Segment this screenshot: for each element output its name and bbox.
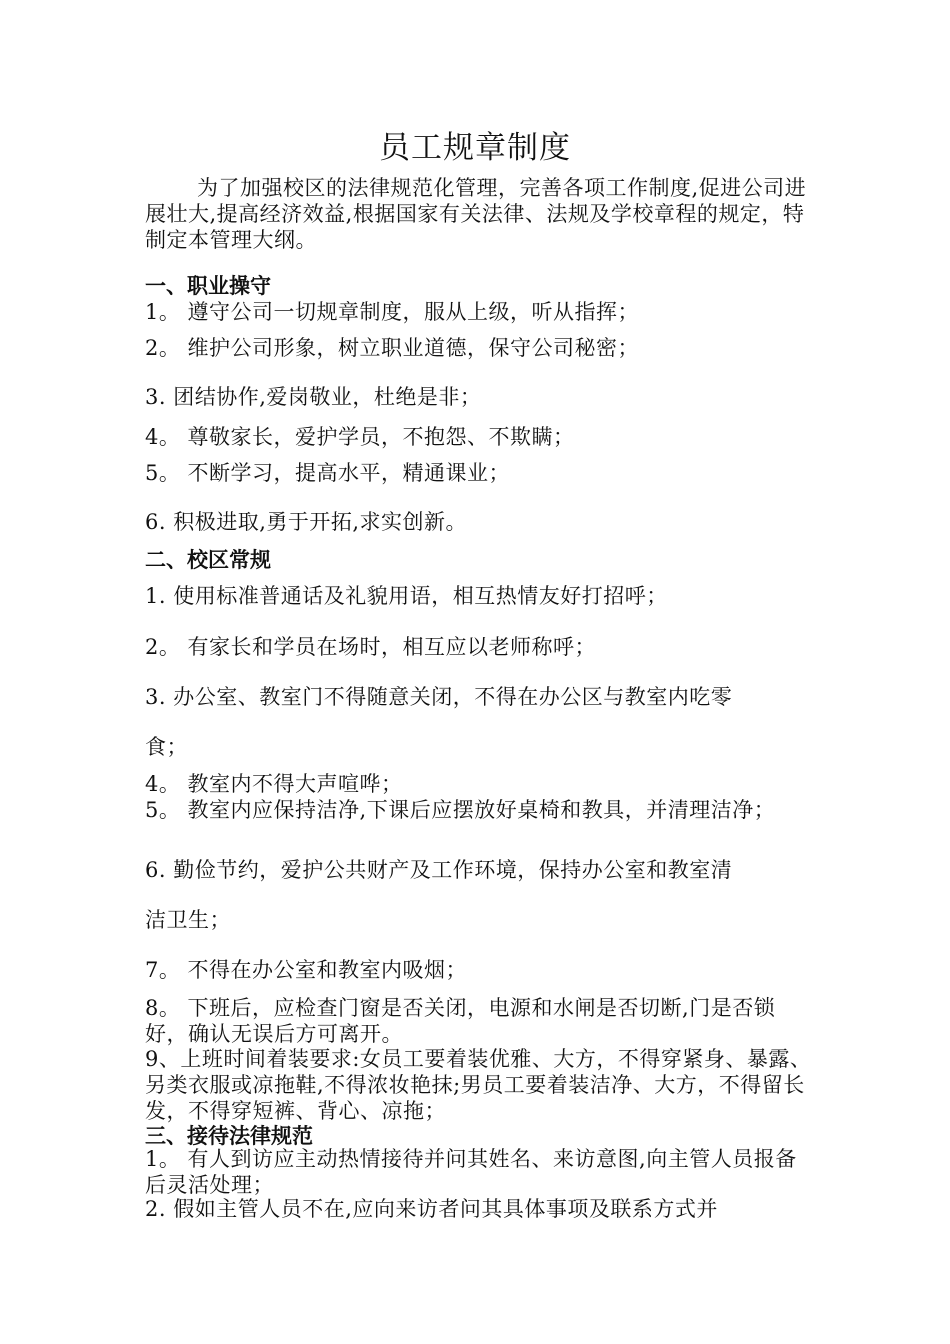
list-item: 5。 教室内应保持洁净,下课后应摆放好桌椅和教具，并清理洁净；: [145, 798, 776, 822]
list-item: 4。 教室内不得大声喧哗；: [145, 772, 403, 796]
list-item: 6. 积极进取,勇于开拓,求实创新。: [145, 510, 468, 534]
list-item: 1。 有人到访应主动热情接待并问其姓名、来访意图,向主管人员报备后灵活处理；: [145, 1147, 797, 1197]
list-item: 4。 尊敬家长，爱护学员，不抱怨、不欺瞒；: [145, 425, 575, 449]
list-item: 3. 团结协作,爱岗敬业，杜绝是非；: [145, 385, 482, 409]
section-heading-campus: 二、校区常规: [145, 548, 271, 572]
list-item: 1. 使用标准普通话及礼貌用语，相互热情友好打招呼；: [145, 584, 668, 608]
list-item: 6. 勤俭节约，爱护公共财产及工作环境，保持办公室和教室清: [145, 858, 733, 882]
list-item: 2。 有家长和学员在场时，相互应以老师称呼；: [145, 635, 597, 659]
section-heading-reception: 三、接待法律规范: [145, 1124, 313, 1148]
list-item: 2. 假如主管人员不在,应向来访者问其具体事项及联系方式并: [145, 1197, 718, 1221]
list-item: 9、上班时间着装要求:女员工要着装优雅、大方，不得穿紧身、暴露、另类衣服或凉拖鞋,不得浓妆艳抹;男员工要着装洁净、大方，不得留长发，不得穿短裤、背心、凉拖；: [145, 1047, 812, 1123]
intro-paragraph: 为了加强校区的法律规范化管理，完善各项工作制度,促进公司进展壮大,提高经济效益,根据国家有关法律、法规及学校章程的规定，特制定本管理大纲。: [145, 176, 807, 252]
section-heading-conduct: 一、职业操守: [145, 274, 271, 298]
list-item: 5。 不断学习，提高水平，精通课业；: [145, 461, 511, 485]
list-item: 2。 维护公司形象，树立职业道德，保守公司秘密；: [145, 336, 640, 360]
list-item: 洁卫生；: [145, 908, 231, 932]
list-item: 7。 不得在办公室和教室内吸烟；: [145, 958, 468, 982]
list-item: 1。 遵守公司一切规章制度，服从上级，听从指挥；: [145, 300, 640, 324]
list-item: 8。 下班后，应检查门窗是否关闭，电源和水闸是否切断,门是否锁好，确认无误后方可离开。: [145, 996, 776, 1046]
list-item: 食；: [145, 735, 188, 759]
document-title: 员工规章制度: [379, 130, 571, 166]
list-item: 3. 办公室、教室门不得随意关闭，不得在办公区与教室内吃零: [145, 685, 733, 709]
